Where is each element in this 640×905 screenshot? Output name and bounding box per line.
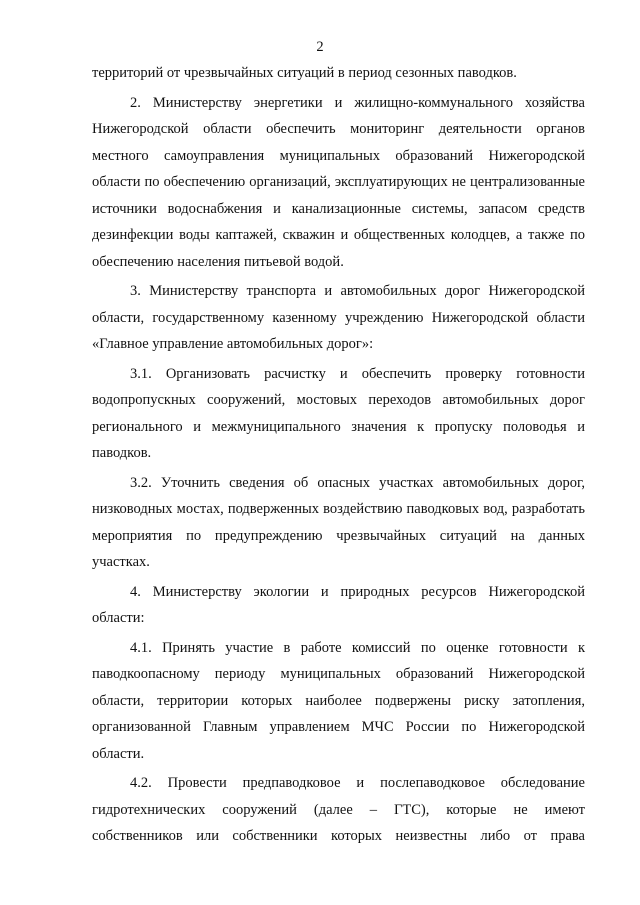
paragraph-item-3-2: 3.2. Уточнить сведения об опасных участках автомобильных дорог, низководных мостах, подверженных воздействию паводковых вод, разработать мероприятия по предупреждению чрезвычайных ситуаций на данных участках. — [92, 474, 585, 570]
document-body — [92, 60, 585, 850]
paragraph-item-2: 2. Министерству энергетики и жилищно-коммунального хозяйства Нижегородской области обеспечить мониторинг деятельности органов местного самоуправления муниципальных образований Нижегородской области по обеспечению организаций, эксплуатирующих не централизованные источники водоснабжения и канализационные системы, запасом средств дезинфекции воды каптажей, скважин и общественных колодцев, а также по обеспечению населения питьевой водой. — [92, 94, 585, 270]
paragraph-item-4-1: 4.1. Принять участие в работе комиссий по оценке готовности к паводкоопасному периоду муниципальных образований Нижегородской области, территории которых наиболее подвержены риску затопления, организованной Главным управлением МЧС России по Нижегородской области. — [92, 639, 585, 762]
page-number: 2 — [316, 39, 324, 55]
paragraph-item-4-2: 4.2. Провести предпаводковое и послепаводковое обследование гидротехнических сооружений (далее – ГТС), которые не имеют собственников или собственники которых неизвестны либо от права — [92, 775, 585, 844]
paragraph-continuation: территорий от чрезвычайных ситуаций в период сезонных паводков. — [92, 65, 517, 81]
paragraph-item-3-1: 3.1. Организовать расчистку и обеспечить проверку готовности водопропускных сооружений, мостовых переходов автомобильных дорог регионального и межмуниципального значения к пропуску половодья и паводков. — [92, 365, 585, 461]
paragraph-item-4: 4. Министерству экологии и природных ресурсов Нижегородской области: — [92, 583, 585, 626]
paragraph-item-3: 3. Министерству транспорта и автомобильных дорог Нижегородской области, государственному казенному учреждению Нижегородской области «Главное управление автомобильных дорог»: — [92, 283, 585, 352]
